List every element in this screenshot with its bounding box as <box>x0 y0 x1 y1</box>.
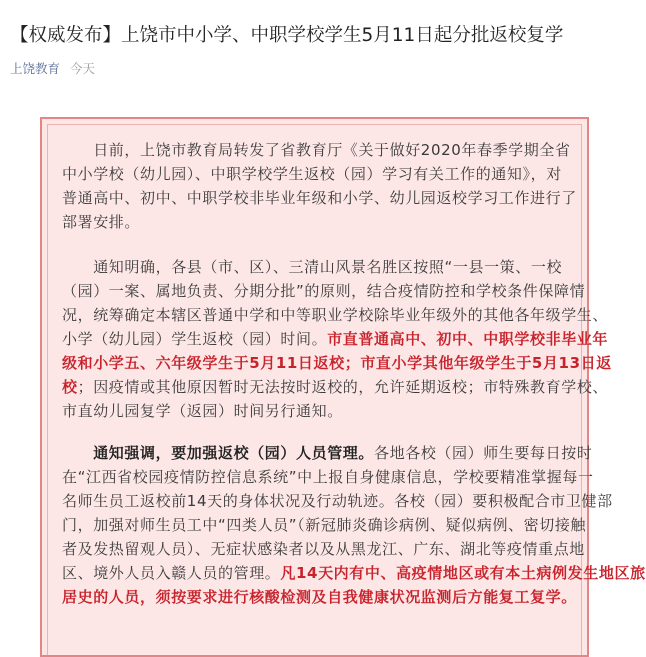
article-meta <box>10 61 95 77</box>
highlight-text: 凡14天内有中、高疫情地区或有本土病例发生地区旅 <box>280 564 646 582</box>
paragraph-line: 普通高中、初中、中职学校非毕业年级和小学、幼儿园返校学习工作进行了 <box>62 189 577 207</box>
paragraph-line: 名师生员工返校前14天的身体状况及行动轨迹。各校（园）要积极配合市卫健部 <box>62 492 613 510</box>
paragraph-line: 况，统筹确定本辖区普通中学和中等职业学校除毕业年级外的其他各年级学生、 <box>62 306 609 324</box>
paragraph-line: 市直幼儿园复学（返园）时间另行通知。 <box>62 402 343 420</box>
highlight-line: 级和小学五、六年级学生于5月11日返校；市直小学其他年级学生于5月13日返 <box>62 354 612 372</box>
paragraph-line <box>62 375 609 399</box>
paragraph-line: （园）一案、属地负责、分期分批”的原则，结合疫情防控和学校条件保障情 <box>62 282 586 300</box>
highlight-line: 居史的人员，须按要求进行核酸检测及自我健康状况监测后方能复工复学。 <box>62 588 577 606</box>
paragraph-line <box>62 441 593 465</box>
normal-text: ；因疫情或其他原因暂时无法按时返校的，允许延期返校；市特殊教育学校、 <box>77 378 609 396</box>
paragraph-line: 部署安排。 <box>62 213 141 231</box>
normal-text: 区、境外人员入赣人员的管理。 <box>62 564 281 582</box>
article-date: 今天 <box>70 61 96 76</box>
bold-text: 通知强调，要加强返校（园）人员管理。 <box>62 444 375 462</box>
normal-text: 各地各校（园）师生要每日按时 <box>374 444 593 462</box>
paragraph-line: 日前，上饶市教育局转发了省教育厅《关于做好2020年春季学期全省 <box>62 141 571 159</box>
paragraph-line <box>62 327 609 351</box>
article-title: 【权威发布】上饶市中小学、中职学校学生5月11日起分批返校复学 <box>10 25 564 46</box>
highlight-text: 市直普通高中、初中、中职学校非毕业年 <box>327 330 609 348</box>
paragraph-line <box>62 561 646 585</box>
paragraph-line: 通知明确，各县（市、区）、三清山风景名胜区按照“一县一策、一校 <box>62 258 563 276</box>
highlight-text: 校 <box>62 378 78 396</box>
paragraph-line: 门，加强对师生员工中“四类人员”（新冠肺炎确诊病例、疑似病例、密切接触 <box>62 516 587 534</box>
paragraph-intro <box>62 138 582 234</box>
paragraph-notice-details <box>62 255 612 423</box>
paragraph-line: 中小学校（幼儿园）、中职学校学生返校（园）学习有关工作的通知》，对 <box>62 165 562 183</box>
notice-card <box>40 117 646 657</box>
article-source-link[interactable]: 上饶教育 <box>10 61 61 76</box>
paragraph-management <box>62 441 646 609</box>
normal-text: 小学（幼儿园）学生返校（园）时间。 <box>62 330 328 348</box>
paragraph-line: 者及发热留观人员）、无症状感染者以及从黑龙江、广东、湖北等疫情重点地 <box>62 540 585 558</box>
paragraph-line: 在“江西省校园疫情防控信息系统”中上报自身健康信息，学校要精准掌握每一 <box>62 468 594 486</box>
